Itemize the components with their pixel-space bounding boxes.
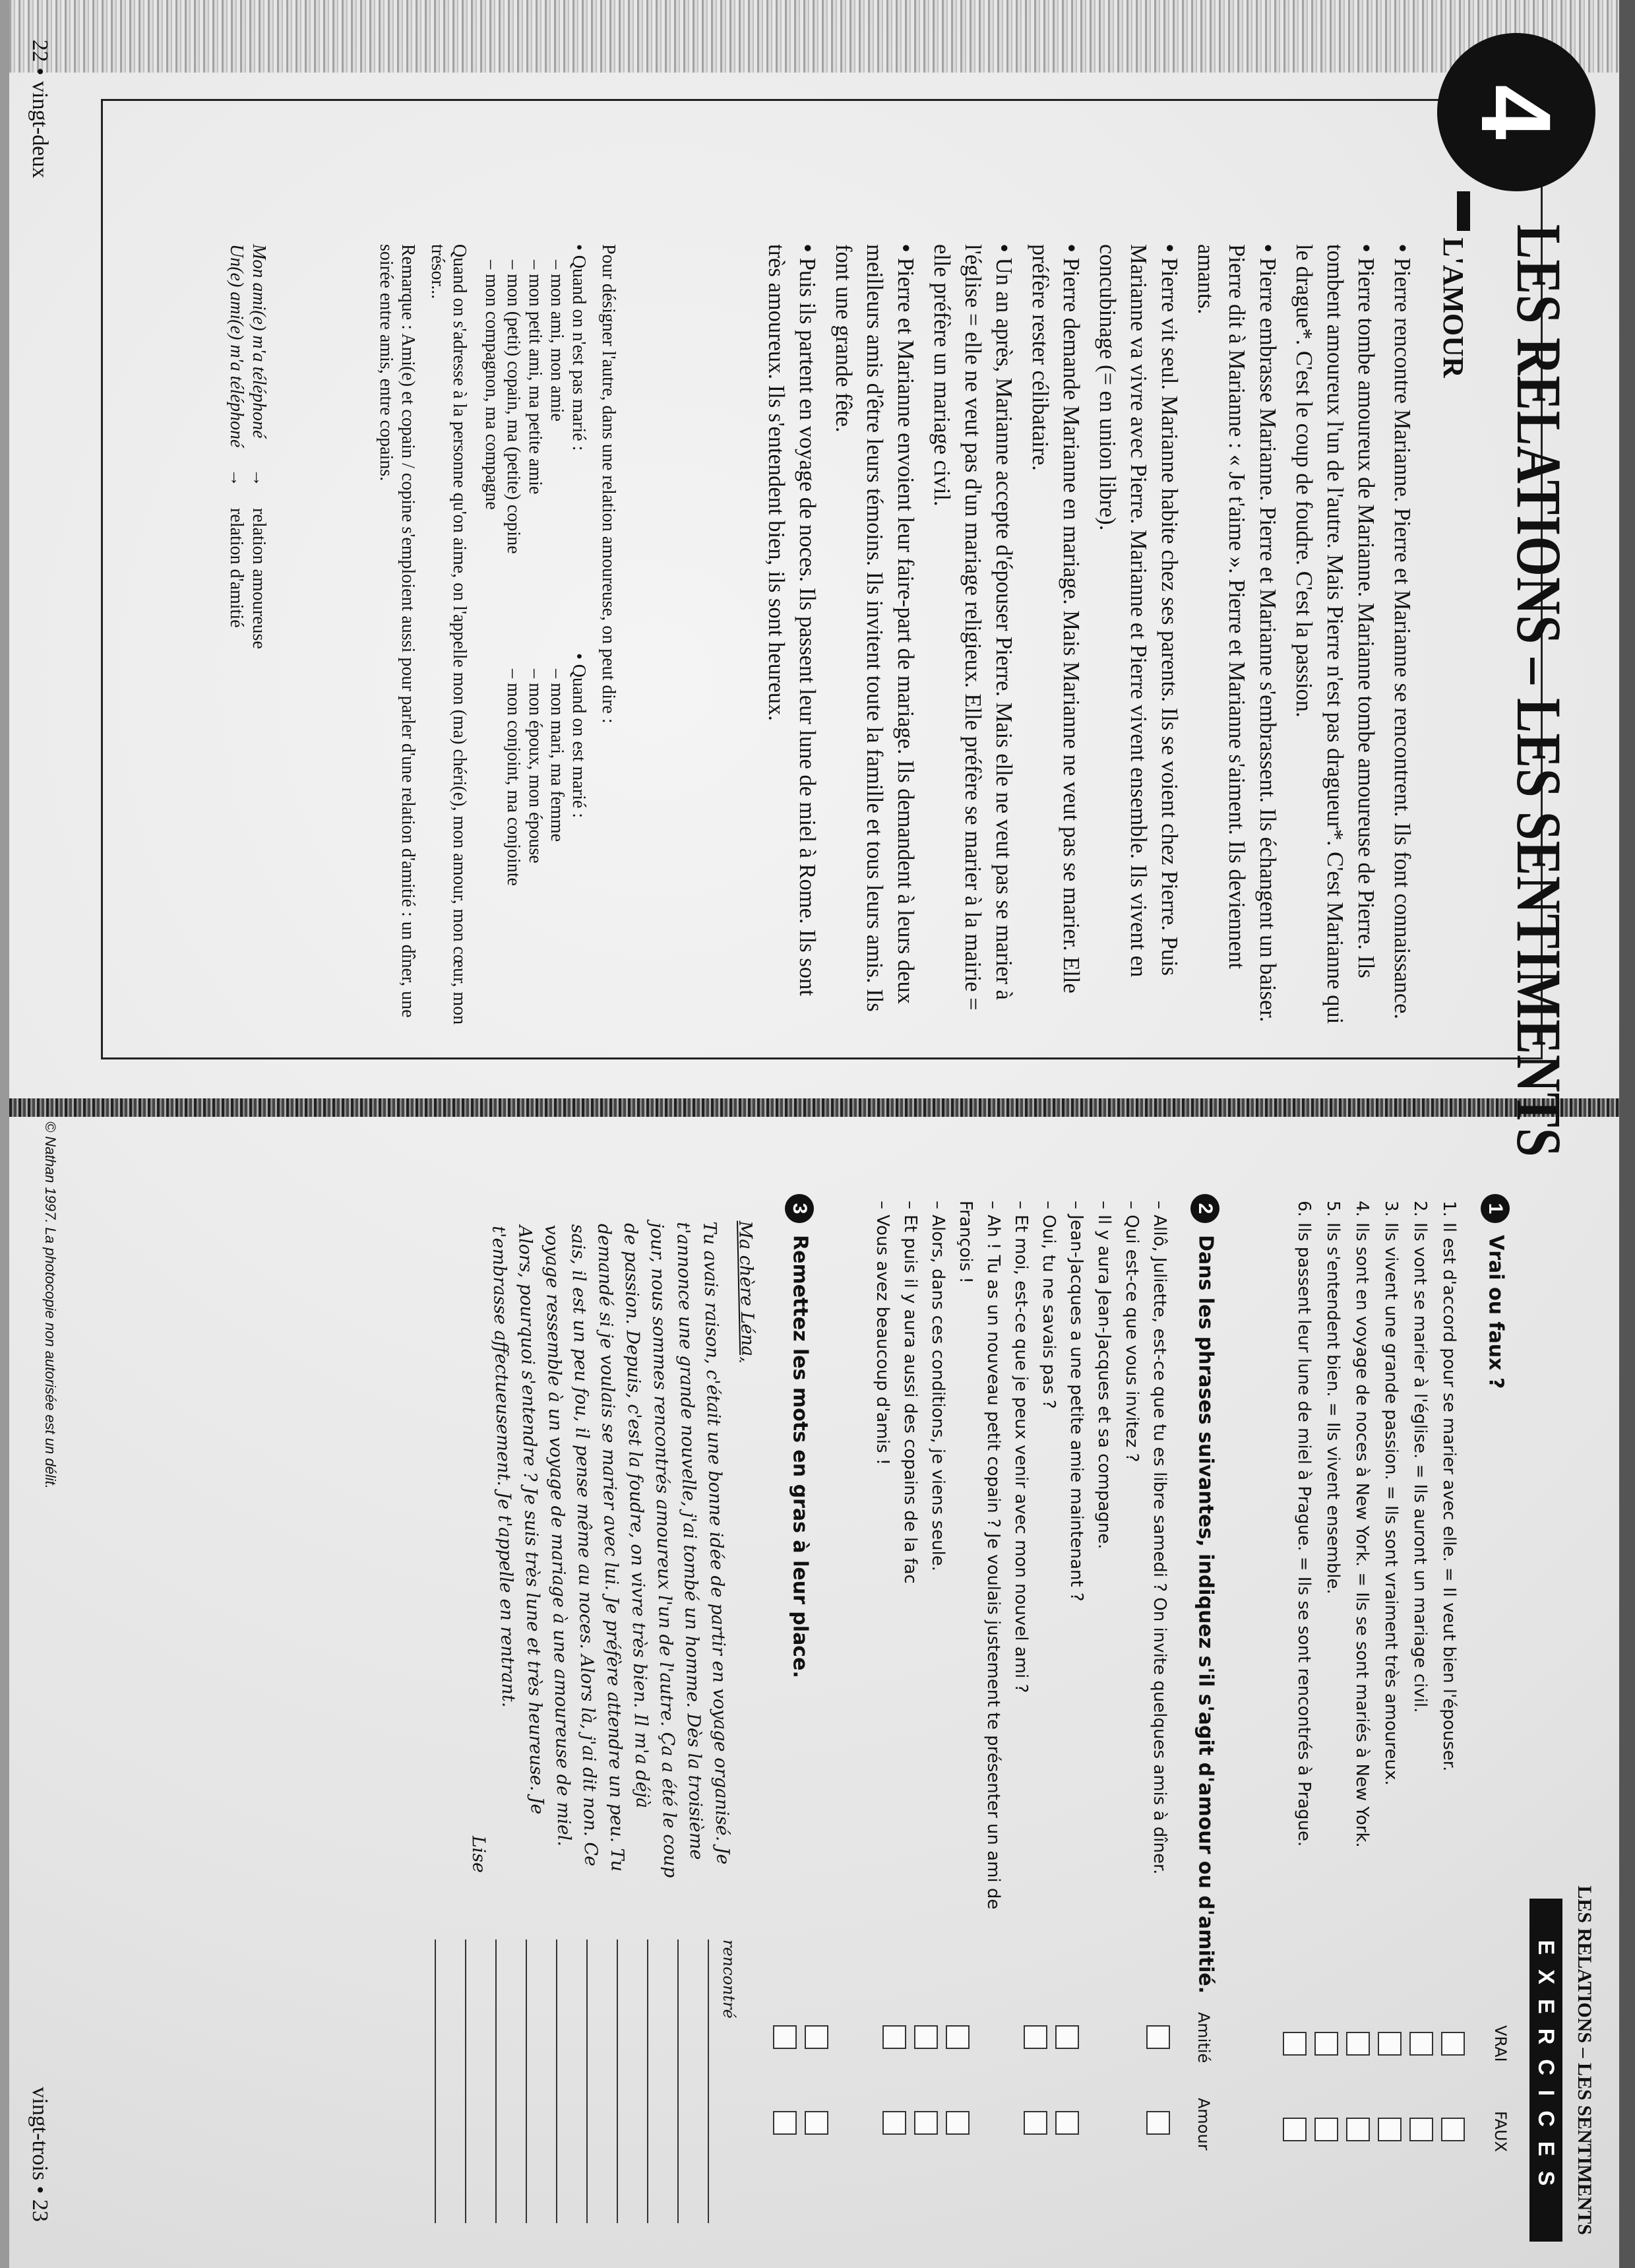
lesson-paragraphs	[755, 244, 1417, 1029]
notes-columns	[481, 244, 590, 1036]
section-marker	[1457, 191, 1470, 231]
checkbox[interactable]	[1055, 2111, 1079, 2135]
checkbox[interactable]	[1378, 2118, 1402, 2141]
checkbox[interactable]	[1409, 2118, 1433, 2141]
exercise-1-item: 4. Ils sont en voyage de noces à New York. = Ils se sont mariés à New York.	[1352, 1201, 1372, 1848]
column-header-amour: Amour	[1194, 2098, 1213, 2151]
dialogue-line: – Et moi, est-ce que je peux venir avec mon nouvel ami ?	[1007, 1201, 1035, 1979]
checkbox[interactable]	[1024, 2025, 1047, 2049]
answer-line[interactable]	[526, 1939, 556, 2223]
phone-row-left: Mon ami(e) m'a téléphoné	[249, 244, 269, 439]
page-number-right: vingt-trois • 23	[28, 2087, 52, 2222]
lesson-paragraph: • Pierre vit seul. Marianne habite chez ses parents. Ils se voient chez Pierre. Puis Marianne va vivre avec Pierre. Marianne et Pierre vivent ensemble. Ils vivent en concubinage (= en union libre).	[1092, 244, 1185, 1029]
dialogue-line: – Ah ! Tu as un nouveau petit copain ? Je voulais justement te présenter un ami de François !	[952, 1201, 1007, 1979]
notes-item: – mon (petit) copain, ma (petite) copine	[503, 260, 524, 554]
lesson-paragraph: • Pierre tombe amoureux de Marianne. Marianne tombe amoureuse de Pierre. Ils tombent amoureux l'un de l'autre. Mais Pierre n'est pas dragueur*. C'est Marianne qui le drague*. C'est le coup de foudre. C'est la passion.	[1288, 244, 1381, 1029]
notes-unmarried	[481, 244, 590, 627]
checkbox[interactable]	[882, 2025, 906, 2049]
letter-greeting: Ma chère Léna,	[735, 1220, 758, 1362]
checkbox[interactable]	[1283, 2118, 1307, 2141]
answer-line[interactable]: rencontré	[708, 1939, 738, 2223]
checkbox[interactable]	[1146, 2111, 1170, 2135]
notes-item: – mon ami, mon amie	[547, 260, 567, 422]
exercise-1-item: 1. Il est d'accord pour se marier avec elle. = Il veut bien l'épouser.	[1439, 1201, 1459, 1772]
lesson-paragraph: • Pierre rencontre Marianne. Pierre et Marianne se rencontrent. Ils font connaissance.	[1386, 244, 1417, 1029]
checkbox[interactable]	[1409, 2032, 1433, 2056]
dialogue-line: – Qui est-ce que vous invitez ?	[1118, 1201, 1146, 1979]
checkbox[interactable]	[882, 2111, 906, 2135]
phone-row-right: relation amoureuse	[249, 508, 269, 649]
answer-line[interactable]	[556, 1939, 586, 2223]
section-title: L'AMOUR	[1437, 237, 1469, 378]
answer-line[interactable]	[647, 1939, 677, 2223]
notes-item: – mon époux, mon épouse	[525, 669, 545, 864]
exercise-3	[785, 1194, 814, 2184]
dialogue-line: – Jean-Jacques a une petite amie maintenant ?	[1063, 1201, 1090, 1979]
exercise-2-title: Dans les phrases suivantes, indiquez s'il s'agit d'amour ou d'amitié.	[1194, 1235, 1218, 1994]
exercise-tab: EXERCICES	[1529, 1899, 1562, 2242]
notes-item: – mon conjoint, ma conjointe	[503, 669, 524, 886]
handwritten-letter	[452, 1220, 772, 1899]
dialogue-line: – Et puis il y aura aussi des copains de la fac	[896, 1201, 924, 1979]
exercise-2-lines	[869, 1194, 1173, 1979]
notes-address: Quand on s'adresse à la personne qu'on aime, on l'appelle mon (ma) chéri(e), mon amour, mon cœur, mon trésor...	[427, 244, 470, 1025]
faux-checkboxes	[1283, 2118, 1465, 2141]
exercise-number-badge: 3	[785, 1194, 814, 1223]
arrow-icon: →	[249, 468, 269, 487]
checkbox[interactable]	[1314, 2032, 1338, 2056]
exercise-page	[0, 1161, 1635, 2268]
exercise-1-item: 2. Ils vont se marier à l'église. = Ils auront un mariage civil.	[1410, 1201, 1430, 1713]
answer-line[interactable]	[465, 1939, 495, 2223]
vocabulary-notes	[367, 244, 619, 1036]
dialogue-line: – Alors, dans ces conditions, je viens seule.	[924, 1201, 952, 1979]
answer-line[interactable]	[435, 1939, 465, 2223]
notes-married	[481, 653, 590, 1036]
copyright-line: © Nathan 1997. La photocopie non autorisée est un délit.	[42, 1121, 59, 1489]
lesson-paragraph: • Pierre et Marianne envoient leur faire-part de mariage. Ils demandent à leurs deux meilleurs amis d'être leurs témoins. Ils invitent toute la famille et tous leurs amis. Ils font une grande fête.	[828, 244, 921, 1029]
phone-examples	[225, 244, 270, 772]
exercise-1-item: 6. Ils passent leur lune de miel à Prague. = Ils se sont rencontrés à Prague.	[1294, 1201, 1314, 1847]
notes-item: – mon compagnon, ma compagne	[481, 260, 502, 510]
exercise-3-heading	[785, 1194, 814, 2184]
checkbox[interactable]	[1346, 2118, 1370, 2141]
checkbox[interactable]	[1055, 2025, 1079, 2049]
answer-line[interactable]	[677, 1939, 708, 2223]
chapter-title: LES RELATIONS – LES SENTIMENTS	[1504, 224, 1574, 1158]
answer-line[interactable]	[586, 1939, 617, 2223]
checkbox[interactable]	[1314, 2118, 1338, 2141]
lesson-paragraph: • Puis ils partent en voyage de noces. Ils passent leur lune de miel à Rome. Ils sont très amoureux. Ils s'entendent bien, ils sont heureux.	[760, 244, 822, 1029]
notes-remark: Remarque : Ami(e) et copain / copine s'emploient aussi pour parler d'une relation d'amitié : un dîner, une soirée entre amis, entre copains.	[376, 244, 418, 1018]
checkbox[interactable]	[914, 2025, 938, 2049]
column-header-amitie: Amitié	[1194, 2012, 1213, 2063]
checkbox[interactable]	[1441, 2032, 1465, 2056]
column-header-faux: FAUX	[1491, 2111, 1510, 2153]
checkbox[interactable]	[1146, 2025, 1170, 2049]
column-header-vrai: VRAI	[1491, 2025, 1510, 2062]
dialogue-line: – Allô, Juliette, est-ce que tu es libre samedi ? On invite quelques amis à dîner.	[1146, 1201, 1173, 1979]
notes-item: • Quand on est marié :	[569, 653, 589, 819]
dialogue-line: – Oui, tu ne savais pas ?	[1035, 1201, 1063, 1979]
phone-row-left: Un(e) ami(e) m'a téléphoné	[226, 244, 247, 448]
phone-row	[247, 244, 270, 772]
exercise-number-badge: 2	[1190, 1194, 1219, 1223]
notes-item: – mon petit ami, ma petite amie	[525, 260, 545, 495]
phone-row-right: relation d'amitié	[226, 508, 247, 628]
checkbox[interactable]	[946, 2111, 970, 2135]
page-number-left: 22 • vingt-deux	[28, 40, 52, 179]
checkbox[interactable]	[1441, 2118, 1465, 2141]
running-head: LES RELATIONS – LES SENTIMENTS	[1574, 1885, 1595, 2235]
amitie-checkboxes	[773, 2025, 1170, 2049]
phone-row	[225, 244, 247, 772]
checkbox[interactable]	[1346, 2032, 1370, 2056]
checkbox[interactable]	[1024, 2111, 1047, 2135]
dialogue-line: – Il y aura Jean-Jacques et sa compagne.	[1090, 1201, 1118, 1979]
arrow-icon: →	[226, 468, 247, 487]
checkbox[interactable]	[1378, 2032, 1402, 2056]
checkbox[interactable]	[946, 2025, 970, 2049]
exercise-number-badge: 1	[1481, 1194, 1510, 1223]
amour-checkboxes	[773, 2111, 1170, 2135]
checkbox[interactable]	[1283, 2032, 1307, 2056]
notes-item: – mon mari, ma femme	[547, 669, 567, 842]
answer-line[interactable]	[617, 1939, 647, 2223]
notes-item: • Quand on n'est pas marié :	[569, 244, 589, 451]
answer-lines	[435, 1939, 738, 2223]
exercise-3-title: Remettez les mots en gras à leur place.	[788, 1235, 812, 1678]
exercise-1-title: Vrai ou faux ?	[1484, 1235, 1508, 1389]
answer-line[interactable]	[495, 1939, 526, 2223]
lesson-paragraph: • Pierre embrasse Marianne. Pierre et Marianne s'embrassent. Ils échangent un baiser. Pierre dit à Marianne : « Je t'aime ». Pierre et Marianne s'aiment. Ils deviennent amants.	[1190, 244, 1283, 1029]
lesson-paragraph: • Un an après, Marianne accepte d'épouser Pierre. Mais elle ne veut pas se marier à l'église = elle ne veut pas d'un mariage religieux. Elle préfère se marier à la mairie = elle préfère un mariage civil.	[926, 244, 1019, 1029]
notes-intro: Pour désigner l'autre, dans une relation amoureuse, on peut dire :	[598, 244, 619, 724]
vrai-checkboxes	[1283, 2032, 1465, 2056]
dialogue-line: – Vous avez beaucoup d'amis !	[869, 1201, 896, 1979]
exercise-1-item: 3. Ils vivent une grande passion. = Ils sont vraiment très amoureux.	[1381, 1201, 1401, 1786]
lesson-paragraph: • Pierre demande Marianne en mariage. Mais Marianne ne veut pas se marier. Elle préfère rester célibataire.	[1024, 244, 1086, 1029]
letter-body: Tu avais raison, c'était une bonne idée de partir en voyage organisé. Je t'annonce une grande nouvelle, j'ai tombé un homme. Dès la troisième jour, nous sommes rencontrés amoureux l'un de l'autre. Ça a été le coup de passion. Depuis, c'est la foudre, on vivre très bien. Il m'a déjà demandé si je voulais se marier avec lui. Je préfère attendre un peu. Tu sais, il est un peu fou, il pense même au noces. Alors là, j'ai dit non. Ce voyage ressemble à un voyage de mariage à une amoureuse de miel. Alors, pourquoi s'entendre ? Je suis très lune et très heureuse. Je t'embrasse affectueusement. Je t'appelle en rentrant.	[488, 1221, 733, 1878]
chapter-number-badge: 4	[1437, 33, 1595, 191]
checkbox[interactable]	[914, 2111, 938, 2135]
letter-signature: Lise	[468, 1835, 489, 1874]
exercise-1-item: 5. Ils s'entendent bien. = Ils vivent ensemble.	[1323, 1201, 1343, 1594]
